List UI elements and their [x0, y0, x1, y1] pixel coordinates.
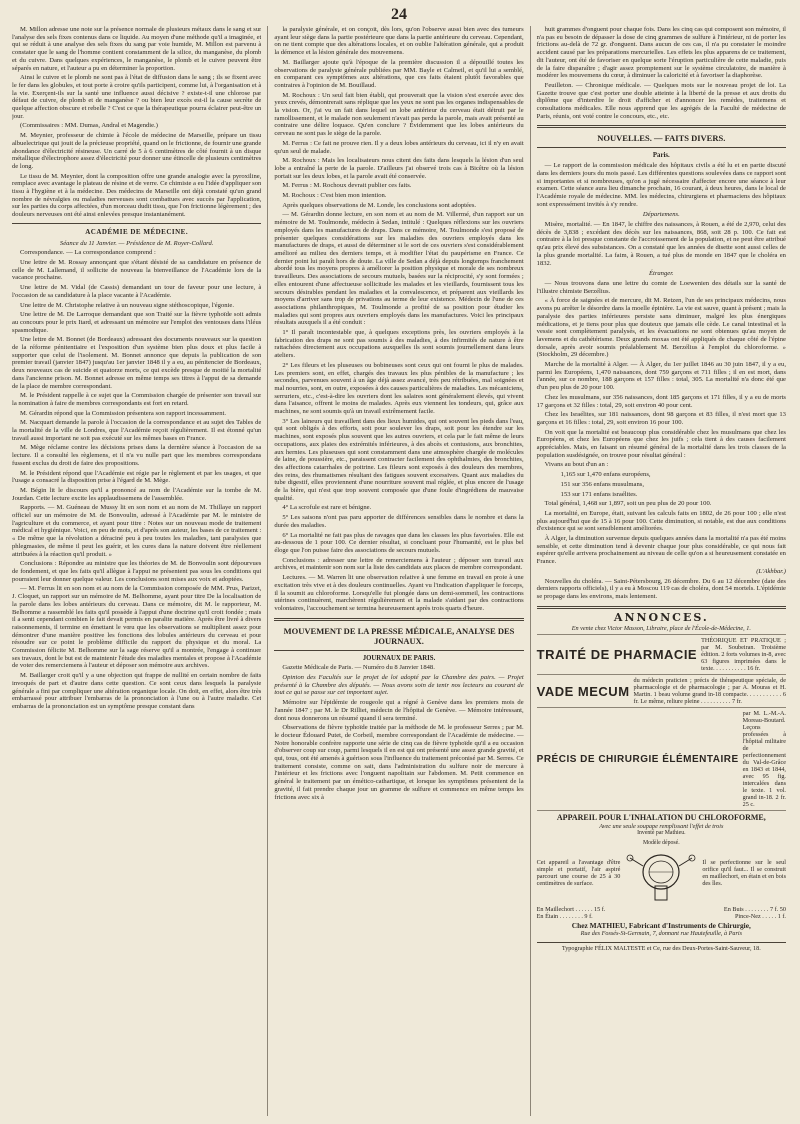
price-buis: En Buis . . . . . . . . 7 f. 50: [723, 905, 786, 913]
paragraph: M. Mège réclame contre les décisions prises dans la dernière séance à l'occasion de sa lecture. Il a consulté les règlemens, et il n'a vu nulle part que les membres correspondans fussent exclus du droit de faire des propositions.: [12, 444, 262, 467]
stat-line: 151 sur 356 enfans musulmans,: [560, 480, 644, 488]
price-maillechort: En Maillechort . . . . . . 15 f.: [536, 905, 606, 913]
paragraph: Chez les musulmans, sur 356 naissances, dont 185 garçons et 171 filles, il y a eu de morts 17 garçons et 32 filles : total, 29, soit environ 40 pour cent.: [536, 393, 786, 409]
paragraph: Nouvelles du choléra. — Saint-Pétersbourg, 26 décembre. Du 6 au 12 décembre (date des derniers rapports officiels), il y a eu à Moscou 119 cas de choléra, dont 54 mortels. L'épidémie se propage dans les environs, mais lentement.: [536, 577, 786, 600]
paragraph: 2° Les fileurs et les pluseuses ou bobineuses sont ceux qui ont fourni le plus de malades. Les premiers sont, en effet, chargés des travaux les plus pénibles de la manufacture ; les secondes, parvenues souvent à un âge déjà assez avancé, très peu rétribuées, mal soignées et mal nourries, sont, en outre, exposées à des causes particulières de maladies. Les mécaniciens, serruriers, etc., c'est-à-dire les ouvriers dont les salaires sont généralement élevés, qui vivent dans l'aisance, offrent le moins de malades. Après eux viennent les tondeurs, qui, grâce aux machines, ne sont soumis qu'à un travail extrêmement facile.: [274, 361, 524, 416]
academy-session: Séance du 11 Janvier. — Présidence de M. Royer-Collard.: [59, 239, 214, 247]
paragraph: Chez les Israélites, sur 181 naissances, dont 98 garçons et 83 filles, il n'est mort que 13 garçons et 16 filles : total, 29, soit environ 16 pour 100.: [536, 411, 786, 426]
column-2: [267, 26, 523, 1116]
paragraph: — Nous trouvons dans une lettre du comte de Loewenien des détails sur la santé de l'illustre chimiste Berzélius.: [536, 279, 786, 295]
etranger-heading: Étranger.: [648, 270, 674, 278]
paragraph: Observations de fièvre typhoïde traitée par la méthode de M. le professeur Serres ; par M. le docteur Édouard Putet, de Corbeil, membre correspondant de l'Académie de médecine. — Notre honorable confrère rapporte une série de cinq cas de fièvre typhoïde qu'il a eu occasion d'observer coup sur coup, parmi lesquels il en est qui ont présenté une assez grande gravité, et qui, tous, ont été amenés à guérison sous l'influence du traitement préconisé par M. Serres. Ce traitement consiste, comme on sait, dans l'administration du sulfure noir de mercure à l'intérieur et les frictions avec l'onguent napolitain sur l'abdomen. M. Petit commence en général le traitement par un émético-cathartique, et lorsque les symptômes présentent de la gravité, il fait prendre chaque jour un gramme de sulfure et commence en même temps les frictions avec six à: [274, 724, 524, 801]
paragraph: 6° La mortalité ne fait pas plus de ravages que dans les classes les plus favorisées. Elle est au-dessous de 1 pour 100. Ce dernier résultat, si concluant pour l'humanité, est le plus bel éloge que l'on puisse faire des associations de secours mutuels.: [274, 531, 524, 554]
ad-chloroforme: [537, 811, 786, 938]
paragraph: Mémoire sur l'épidémie de rougeole qui a régné à Genève dans les premiers mois de l'année 1847 ; par M. le Dr Rilliet, médecin de l'hôpital de Genève. — Mémoire intéressant, dont nous donnerons un résumé quand il sera terminé.: [274, 699, 524, 722]
ad-maker: Chez MATHIEU, Fabricant d'Instruments de Chirurgie,: [571, 920, 751, 930]
paragraph: Une lettre de M. De Larroque demandant que son Traité sur la fièvre typhoïde soit admis au concours pour le prix Itard, et adressant un mémoire sur l'emploi des ventouses dans l'iléus spasmodique.: [12, 311, 262, 334]
paragraph: « À force de saignées et de mercure, dit M. Retzen, l'un de ses principaux médecins, nous avons pu arrêter le désordre dans la moelle épinière. La vie est sauve, quant à présent ; mais la paralysie des parties inférieures persiste sans diminuer, malgré les plus énergiques médications, et je tiens pour plus que douteux que jamais elle cède. Le canal intestinal et la vessie sont complètement paralysés, et les évacuations ne sont obtenues qu'au moyen de lavemens et du cathétérisme. Deux grands moxas ont été appliqués de chaque côté de l'épine dorsale, après avoir soumis préalablement M. Berzélius à l'emploi du chloroforme. » (Stockholm, 29 décembre.): [536, 297, 786, 359]
paragraph: 1° Il paraît incontestable que, à quelques exceptions près, les ouvriers employés à la fabrication des draps ne sont pas soumis à des maladies, à des infirmités de nature à être rattachées directement aux occupations auxquelles ils sont soumis journellement dans leurs ateliers.: [274, 329, 524, 360]
paragraph: Conclusions : adresser une lettre de remerciemens à l'auteur ; déposer son travail aux archives, et maintenir son nom sur la liste des candidats aux places de membre correspondant.: [274, 556, 524, 572]
paragraph: 4° La scrofule est rare et bénigne.: [282, 504, 372, 512]
paragraph: Ainsi le cuivre et le plomb ne sont pas à l'état de diffusion dans le sang ; ils se fixent avec le fer dans les globules, et tout porte à croire qu'ils participent, comme lui, à l'organisation et à la vie. Exerçent-ils sur la santé une influence aussi décisive ? existe-t-il une chlorose par défaut de cuivre, de plomb et de manganèse ? ou bien leur excès est-il la cause secrète de quelque affection obscure et rebelle ? C'est ce que la thérapeutique pourra éclairer peut-être un jour.: [12, 74, 262, 120]
paragraph: 5° Les saisons n'ont pas paru apporter de différences sensibles dans le nombre et dans la durée des maladies.: [274, 514, 524, 529]
ad-title: TRAITÉ DE PHARMACIE: [536, 647, 698, 663]
paragraph: M. Bégin lit le discours qu'il a prononcé au nom de l'Académie sur la tombe de M. Jourdan. Cette lecture excite les applaudissemens de l'assemblée.: [12, 486, 262, 502]
column-1: [12, 26, 261, 1116]
press-section-title: MOUVEMENT DE LA PRESSE MÉDICALE, ANALYSE DES JOURNAUX.: [283, 625, 515, 646]
price-pince-nez: Pince-Nez . . . . . 1 f.: [734, 913, 786, 921]
typography-footer: Typographie FÉLIX MALTESTE et Ce, rue des Deux-Portes-Saint-Sauveur, 18.: [537, 942, 786, 953]
ad-description: du médecin praticien ; précis de thérapeutique spéciale, de pharmacologie et de pharmacologie ; par A. Mouras et H. Martin. 1 beau volume grand in-18 compacte. . . . . . . . . . . 6 fr. Le même, reliure pleine . . . . . . . . . . 7 fr.: [633, 677, 786, 706]
stat-line: 1,165 sur 1,470 enfans européens,: [560, 471, 651, 479]
divider: [12, 223, 261, 224]
paragraph: Une lettre de M. Vidal (de Cassis) demandant un tour de faveur pour une lecture, à l'occasion de sa candidature à la place vacante à l'Académie.: [12, 284, 262, 299]
ad-title: APPAREIL POUR L'INHALATION DU CHLOROFORME,: [556, 813, 766, 823]
inhaler-illustration-icon: [624, 848, 698, 904]
paragraph: Le tissu de M. Meynier, dont la composition offre une grande analogie avec la pyroxiline, remplace avec avantage le plateau de résine et de verre. Ce chimiste a eu l'idée d'appliquer son tissu à l'hygiène et à la médecine. Des médecins de Marseille ont déjà constaté qu'un grand nombre de névralgies ou maladies nerveuses sont combattues avec succès par l'application, sur les parties du corps affectées, d'un morceau dudit tissu, que l'on frictionne légèrement ; des douleurs nerveuses ont été ainsi enlevées presque instantanément.: [12, 172, 262, 219]
nouvelles-title: NOUVELLES. — FAITS DIVERS.: [597, 133, 726, 144]
paragraph: À Alger, la diminution survenue depuis quelques années dans la mortalité n'a pas été moins sensible, et cette diminution tend à devenir chaque jour plus considérable, ce qui nous fait espérer qu'elle arrivera prochainement au niveau de celle qu'on a si heureusement constatée en France.: [536, 535, 786, 566]
paragraph: — M. Gérardin donne lecture, en son nom et au nom de M. Villermé, d'un rapport sur un mémoire de M. Toulmonde, médecin à Sedan, intitulé : Quelques réflexions sur les ouvriers employés dans les manufactures de draps. Dans ce mémoire, M. Toulmonde s'est proposé de présenter quelques considérations sur les maladies des ouvriers employés dans les manufactures de draps, et aussi de déterminer si le sort de ces ouvriers s'est considérablement amélioré au milieu des derniers temps, et à modifier l'état du paupérisme en France. Ce dernier point lui paraît hors de doute. La ville de Sedan a déjà depuis longtemps franchement abordé tous les moyens propres à améliorer la position physique et morale de ses nombreux travailleurs. Des associations de secours mutuels, basées sur la réciprocité, s'y sont formées ; elles entourent d'une affectueuse sollicitude les malades et les vieillards, fournissent tous les secours désirables pendant les maladies et la convalescence, et préparent aux vieillards les moyens d'arriver sans trop de privations au terme de leur existence. Médecin de l'une de ces associations philanthropiques, M. Toulmonde a profité de sa position pour étudier les maladies qui sont propres aux ouvriers employés dans les manufactures. Voici les principaux résultats auxquels il a été conduit :: [274, 211, 524, 327]
paragraph: Une lettre de M. Christophe relative à un nouveau signe stéthoscopique, l'égonie.: [20, 301, 234, 309]
paragraph: M. Millon adresse une note sur la présence normale de plusieurs métaux dans le sang et sur l'analyse des sels fixes contenus dans ce liquide. Au moyen d'une méthode qu'il a imaginée, et qui se réduit à une analyse des sels fixes du sang par voie humide, M. Millon est parvenu à constater que le sang de l'homme contient constamment de la silice, du manganèse, du plomb et du cuivre. Dans quelques expériences, le manganèse, le plomb et le cuivre peuvent être séparés en nature, et l'auteur a pu en déterminer la proportion.: [12, 26, 262, 72]
paragraph: M. Baillarger ajoute qu'à l'époque de la première discussion il a dépouillé toutes les observations de paralysie générale publiées par MM. Bayle et Calmeil, et qu'il lui a semblé, en comparant ces symptômes aux altérations, que ces faits étaient plutôt favorables que contraires à l'opinion de M. Bouillaud.: [274, 58, 524, 89]
paragraph: la paralysie générale, et on conçoit, dès lors, qu'on l'observe aussi bien avec des tumeurs ayant leur siège dans la partie postérieure que dans la partie antérieure du cerveau. Cependant, on ne tient compte que des altérations locales, et on oublie l'altération générale, qui a produit la démence et la lésion générale des mouvemens.: [274, 26, 524, 57]
divider: [537, 606, 786, 609]
paragraph: M. Ferrus : Ce fait ne prouve rien. Il y a deux lobes antérieurs du cerveau, ici il n'y en avait qu'un seul de malade.: [274, 139, 524, 155]
paragraph: M. Nacquart demande la parole à l'occasion de la correspondance et au sujet des Tables de la mortalité de la ville de Londres, que l'Académie reçoit régulièrement. Il est étonné qu'un travail aussi important ne soit pas exécuté sur les mêmes bases en France.: [12, 419, 262, 442]
apparatus-block: [537, 840, 786, 905]
ad-title: PRÉCIS DE CHIRURGIE ÉLÉMENTAIRE: [536, 753, 739, 765]
departemens-heading: Départemens.: [642, 211, 680, 219]
ad-description: par M. L.-M.-A. Moreau-Boutard. Leçons professées à l'hôpital militaire de perfectionnement du Val-de-Grâce en 1843 et 1844, avec 95 fig. intercalées dans le texte. 1 vol. grand in-18. 2 fr. 25 c.: [742, 710, 786, 809]
stat-line: 153 sur 171 enfans israélites.: [560, 490, 638, 498]
paragraph: Marche de la mortalité à Alger. — À Alger, du 1er juillet 1846 au 30 juin 1847, il y a eu, parmi les Européens, 1,470 naissances, dont 759 garçons et 711 filles ; il en est mort, dans l'année, sur ce nombre, 188 garçons et 157 filles : total, 305. La mortalité n'a donc été que d'un peu plus de 20 pour 100.: [536, 361, 786, 392]
price-etain: En Étain . . . . . . . . 9 f.: [536, 913, 593, 921]
paragraph: Une lettre de M. Bonnet (de Bordeaux) adressant des documents nouveaux sur la question de la réforme pénitentiaire et l'exposition d'un système bien plus doux et plus facile à supporter que celui de l'isolement. M. Bonnet annonce que depuis la publication de son premier travail (janvier 1847) jusqu'au 1er janvier 1848 il y a eu, au pénitencier de Bordeaux, deux nouveaux cas de suicide et quatorze morts, ce qui excède presque de moitié la mortalité dans l'ancienne prison. M. Bonnet adresse en même temps ses titres à l'appui de sa demande de la place de membre correspondant.: [12, 336, 262, 390]
page-number: 24: [391, 6, 407, 23]
price-row: [537, 913, 786, 920]
annonces-subtitle: En vente chez Victor Masson, Libraire, place de l'École-de-Médecine, 1.: [537, 623, 786, 635]
annonces-title: ANNONCES.: [613, 610, 709, 624]
paragraph: Feuilleton. — Chronique médicale. — Quelques mots sur le nouveau projet de loi. La Gazette trouve que c'est porter une double atteinte à la liberté de la presse et aux droits du diplôme que d'interdire le droit d'afficher et d'annoncer les remèdes, traitemens et consultations médicales. Elle nous apprend que les agrégés de la Faculté de médecine de Paris, réunis, ont voté contre le concours, etc., etc.: [536, 81, 786, 120]
paragraph: Vivans au bout d'un an :: [544, 461, 609, 469]
paragraph: La mortalité, en Europe, était, suivant les calculs faits en 1802, de 26 pour 100 ; elle n'est plus aujourd'hui que de 15 à 16 pour 100. Cette diminution, si notable, est due aux conditions d'existence qui se sont sensiblement améliorées.: [536, 509, 786, 533]
paragraph: Une lettre de M. Rossay annonçant que s'étant désisté de sa candidature en présence de celle de M. Lallemand, il sollicite de nouveau la bienveillance de l'Académie lors de la vacance prochaine.: [12, 258, 262, 282]
columns: [12, 26, 786, 1116]
paragraph: Rapports. — M. Guéneau de Mussy lit en son nom et au nom de M. Thillaye un rapport officiel sur un mémoire de M. de Bonvoulin, adressé à l'Académie par M. le ministre de l'agriculture et du commerce, et ayant pour titre : Notes sur un nouveau mode de traitement médical et hygiénique. Voici, en peu de mots, et d'après son auteur, les bases de ce traitement : « De même que la révolution a déraciné peu à peu toutes les maladies, tant paralysies que phlegmasies, de même il peut les guérir, et les cures dans la nature doivent être réellement attribuées à la réaction qu'il produit. »: [12, 504, 262, 558]
paragraph: M. Ferrus : M. Rochoux devrait publier ces faits.: [282, 182, 412, 190]
ad-address: Rue des Fossés-St-Germain, 7, donnant rue Hautefeuille, à Paris: [580, 929, 742, 937]
paragraph: Misère, mortalité. — En 1847, le chiffre des naissances, à Rouen, a été de 2,970, celui des décès de 3,838 ; excédant des décès sur les naissances, 868, soit 28 p. 100. Ce fait est contraire à la loi presque constante de l'accroissement de la population, et ne peut être attribué qu'au prix élevé des subsistances. On a constaté que les années de disette sont aussi celles de la plus grande mortalité. La faim, à Rouen, a tué plus de monde en 1847 que le choléra en 1832.: [536, 221, 786, 267]
column-3: [530, 26, 786, 1116]
ad-right-text: Il se perfectionne sur le seul orifice qu'il faut... Il se construit en maillechort, en étain et en bois des îles.: [702, 858, 786, 888]
paragraph: — M. Ferrus lit en son nom et au nom de la Commission composée de MM. Prus, Parizet, J. Cloquet, un rapport sur un mémoire de M. Belhomme, ayant pour titre De la localisation de la parole dans les lobes antérieurs du cerveau. Dans ce mémoire, dit M. le rapporteur, M. Belhomme a rassemblé les faits qu'il possède à l'appui d'une doctrine qu'il croit fondée ; mais il a senti cependant combien le fait devait permis en paralite matière. Après être livré à divers raisonnements, il termine en émettant le vœu que les observations se multiplient assez pour démontrer d'une manière positive les fonctions des lobules antérieurs du cerveau et pour résoudre sur ce point le problème difficile du rapport du physique et du moral. La Commission félicite M. Belhomme sur la sage réserve qu'il a montrée, l'engage à continuer ses travaux, dont le but est de maintenir l'étude des maladies mentales et propose à l'Académie de voter des remerciemens à l'auteur et déposer son mémoire aux archives.: [12, 585, 262, 670]
paragraph: Gazette Médicale de Paris. — Numéro du 8 Janvier 1848.: [282, 664, 435, 672]
academy-title: ACADÉMIE DE MÉDECINE.: [85, 227, 189, 236]
paragraph: M. le Président répond que l'Académie est régie par le règlement et par les usages, et que l'usage a consacré la disposition prise à l'égard de M. Mège.: [12, 469, 262, 485]
paragraph: M. Rochoux : Mais les localisateurs nous citent des faits dans lesquels la lésion d'un seul lobe a entraîné la perte de la parole. D'ailleurs j'ai observé trois cas à Bicêtre où la lésion portait sur les deux lobes, et la parole avait été conservée.: [274, 157, 524, 180]
ad-subtitle: Avec une seule soupape remplissant l'effet de trois: [599, 823, 724, 831]
newspaper-page: [12, 6, 786, 1118]
divider: [274, 618, 523, 621]
journaux-heading: JOURNAUX DE PARIS.: [362, 654, 436, 662]
paragraph: M. Rochoux : Un seul fait bien établi, qui prouverait que la vision s'est exercée avec des yeux crevés, démontrerait sans réplique que les yeux ne sont pas les organes indispensables de la vision. Or, j'ai vu un fait dans lequel un lobe antérieur du cerveau était détruit par le ramollissement, et le malade non seulement n'avait pas perdu la parole, mais avait présenté au contraire une délire loquace. Qu'en conclure ? Évidemment que les lobes antérieurs du cerveau ne sont pas le siège de la parole.: [274, 91, 524, 138]
apparatus-figure: [624, 840, 698, 905]
ad-left-text: Cet appareil a l'avantage d'être simple et portatif, l'air aspiré parcourt une course de 25 à 30 centimètres de surface.: [536, 858, 621, 888]
ad-inventor: Inventé par Mathieu.: [637, 830, 686, 837]
paragraph: Total général, 1,468 sur 1,897, soit un peu plus de 20 pour 100.: [544, 500, 712, 508]
paragraph: Opinion des Facultés sur le projet de loi adopté par la Chambre des pairs. — Projet présenté à la Chambre des députés. — Nous avons soin de tenir nos lecteurs au courant de tout ce qui se passe sur cet important sujet.: [274, 674, 524, 697]
paragraph: M. Baillarger croit qu'il y a une objection qui frappe de nullité en certain nombre de faits invoqués de part et d'autre dans cette question. Ce sont ceux dans lesquels la paralysie générale a fini par compliquer une altération organique locale. On doit, en effet, alors être très embarrassé pour attribuer l'embarras de la prononciation à l'une ou à l'autre maladie. Cet embarras de la prononciation est un symptôme presque constant dans: [12, 672, 262, 710]
paragraph: 3° Les laineurs qui travaillent dans des lieux humides, qui ont souvent les pieds dans l'eau, qui sont obligés à des efforts, soit pour soulever les draps, soit pour les étendre sur les machines, sont exposés plus souvent que les autres ouvriers, et cela par le fait même de leurs occupations, aux plaies des extrémités inférieures, à des abcès et contusions, aux bronchites, aux hernies. Les pluseuses qui sont constamment dans une atmosphère chargée de molécules de laine, de poussière, etc., paraissent contracter facilement des ophthalmies, des bronchites, des affections catarrhales de poitrine. Les fileurs sont exposés à des douleurs des membres, des reins, des rhumatismes résultant des fatigues souvent excessives. Quant aux maladies du tube digestif, elles proviennent d'une nourriture souvent mal réglée, et plus encore de l'usage de la bière, qui n'est que trop souvent composée que d'une foule d'ingrédiens de mauvaise qualité.: [274, 417, 524, 502]
ad-description: THÉORIQUE ET PRATIQUE ; par M. Soubeiran. Troisième édition. 2 forts volumes in-8, avec 63 figures imprimées dans le texte. . . . . . . . . . . 16 fr.: [701, 637, 786, 673]
paragraph: Conclusions : Répondre au ministre que les théories de M. de Bonvoulin sont dépourvues de fondement, et que les faits qu'il allègue à l'appui ne présentent pas sous les conditions qui pourraient leur donner quelque valeur. Les conclusions sont mises aux voix et adoptées.: [12, 560, 262, 583]
paragraph: — Le rapport de la commission médicale des hôpitaux civils a été lu et en partie discuté dans les derniers jours du mois passé. Les différentes questions soulevées dans ce rapport sont si importantes et si nombreuses, qu'on a jugé nécessaire d'affecter encore une séance à leur examen. Cette séance aura lieu dimanche prochain, 16 courant, à deux heures, dans le local de l'Académie royale de médecine. MM. les médecins, chirurgiens et pharmaciens des hôpitaux sont expressément invités à s'y rendre.: [536, 162, 786, 208]
paragraph: huit grammes d'onguent pour chaque fois. Dans les cinq cas qui composent son mémoire, il n'a pas eu besoin de dépasser la dose de cinq grammes de sulfure à l'intérieur, ni de porter les frictions au-delà de 72 gr. d'onguent. Dans aucun de ces cas, il n'a pu constater le moindre accident causé par les préparations mercurielles. Les effets les plus apparens de ce traitement, dit l'auteur, ont été de favoriser en quelque sorte l'éruption particulière de cette maladie, puis de la faire disparaître ; d'agir assez promptement sur le système circulatoire, de manière à modérer les mouvemens du cœur, à diminuer la caloricité et à favoriser la diaphorèse.: [536, 26, 786, 80]
paragraph: (Commissaires : MM. Dumas, Andral et Magendie.): [20, 122, 158, 130]
ad-title: VADE MECUM: [536, 683, 630, 699]
paragraph: M. Rochoux : C'est bien mon intention.: [282, 192, 387, 200]
divider: [537, 125, 786, 128]
paragraph: Correspondance. — La correspondance comprend :: [20, 249, 156, 257]
ad-vade-mecum: [537, 675, 786, 708]
paragraph: Après quelques observations de M. Londe, les conclusions sont adoptées.: [282, 201, 477, 209]
ad-precis-chirurgie: [537, 708, 786, 811]
paragraph: M. le Président rappelle à ce sujet que la Commission chargée de présenter son travail sur la nomination à faire de membres correspondants est fort en retard.: [12, 392, 262, 407]
source-credit: (L'Akhbar.): [756, 567, 786, 575]
divider: [537, 147, 786, 148]
ad-model-label: Modèle déposé.: [642, 840, 680, 847]
paris-heading: Paris.: [652, 152, 670, 160]
paragraph: Lectures. — M. Warren lit une observation relative à une femme en travail en proie à une excitation très vive et à des douleurs continuelles. Ayant vu l'indication d'appliquer le forceps, il la soumit au chloroforme. Lorsqu'elle fut plongée dans un demi-sommeil, les contractions utérines continuèrent, marchèrent régulièrement et la malade s'aidant par des contractions volontaires, l'accouchement se termina heureusement après trois quarts d'heure.: [274, 574, 524, 612]
ad-traite-pharmacie: [537, 635, 786, 675]
paragraph: M. Meynier, professeur de chimie à l'école de médecine de Marseille, prépare un tissu albuelectrique qui jouit de la précieuse propriété, quand on le frictionne, de fournir une grande abondance d'électricité résineuse. Un carré de 5 à 6 centimètres de côté fournit à un disque métallique d'électrophore assez d'électricité pour donner une étincelle de plusieurs centimètres de long.: [12, 132, 262, 170]
paragraph: M. Gérardin répond que la Commission présentera son rapport incessamment.: [20, 409, 227, 417]
divider: [274, 650, 523, 651]
paragraph: On voit que la mortalité est beaucoup plus considérable chez les musulmans que chez les Européens, et chez les Européens que chez les juifs ; cela tient à des causes facilement appréciables. Mais, en faisant un résumé général de la mortalité dans les trois classes de la population susdésignée, on trouve pour résultat général :: [536, 428, 786, 459]
